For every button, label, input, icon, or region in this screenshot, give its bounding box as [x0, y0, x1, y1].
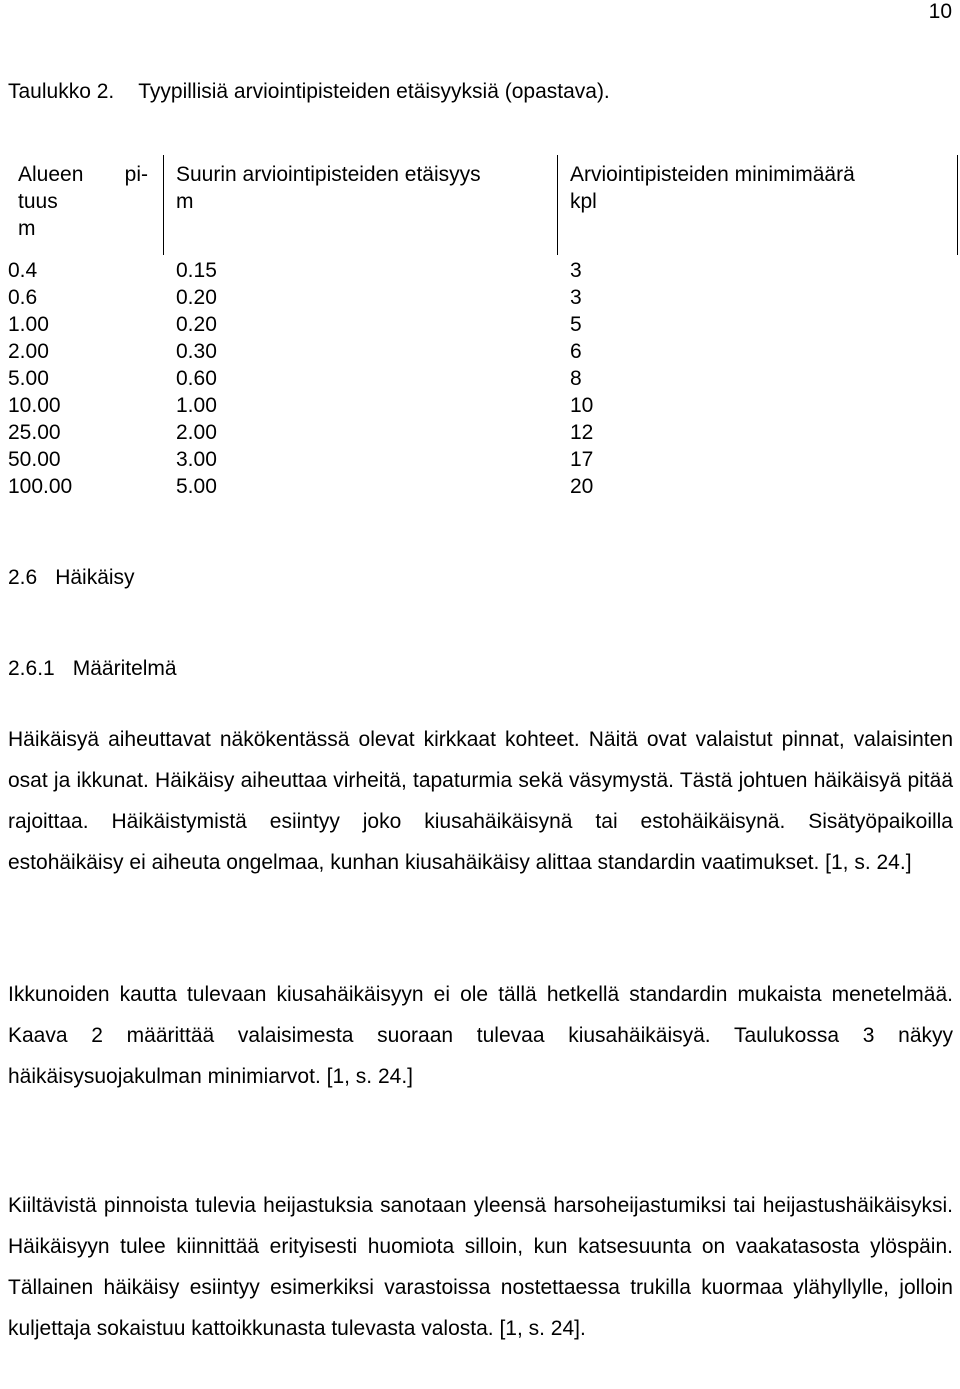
subsection-title: Määritelmä [72, 657, 177, 680]
table-caption [8, 80, 610, 104]
header-min-points: Arviointipisteiden minimimäärä kpl [570, 163, 855, 213]
header-max-distance: Suurin arviointipisteiden etäisyys m [176, 163, 481, 213]
paragraph-definition: Häikäisyä aiheuttavat näkökentässä olevat kirkkaat kohteet. Näitä ovat valaistut pinnat, valaisinten osat ja ikkunat. Häikäisy aiheuttaa virheitä, tapaturmia sekä väsymystä. Tästä johtuen häikäisyä pitää rajoittaa. Häikäistymistä esiintyy joko kiusahäikäisynä tai estohäikäisynä. Sisätyöpaikoilla estohäikäisy ei aiheuta ongelmaa, kunhan kiusahäikäisy alittaa standardin vaatimukset. [1, s. 24.] [8, 728, 953, 874]
subsection-number: 2.6.1 [8, 657, 55, 680]
paragraph-windows: Ikkunoiden kautta tulevaan kiusahäikäisyyn ei ole tällä hetkellä standardin mukaista menetelmää. Kaava 2 määrittää valaisimesta suoraan tulevaa kiusahäikäisyä. Taulukossa 3 näkyy häikäisysuojakulman minimiarvot. [1, s. 24.] [8, 983, 953, 1088]
column-divider [163, 155, 164, 255]
page-number: 10 [928, 0, 952, 23]
caption-title: Tyypillisiä arviointipisteiden etäisyyksiä (opastava). [138, 80, 610, 103]
column-divider [557, 155, 558, 255]
subsection-heading [8, 657, 177, 681]
header-area-length: Alueen pi- tuus m [18, 163, 148, 240]
section-heading [8, 566, 135, 590]
section-title: Häikäisy [55, 566, 135, 589]
paragraph-reflections: Kiiltävistä pinnoista tulevia heijastuksia sanotaan yleensä harsoheijastumiksi tai heijastushäikäisyksi. Häikäisyyn tulee kiinnittää erityisesti huomiota silloin, kun katsesuunta on vaakatasosta ylöspäin. Tällainen häikäisy esiintyy esimerkiksi varastoissa nostettaessa trukilla kuormaa ylähyllylle, jolloin kuljettaja sokaistuu kattoikkunasta tulevasta valosta. [1, s. 24]. [8, 1194, 953, 1340]
caption-label: Taulukko 2. [8, 80, 115, 103]
distance-table: Alueen pi- tuus m Suurin arviointipisteiden etäisyys m Arviointipisteiden minimimäärä kpl 0.4 0.15 3 0.6 0.20 3 1.00 0.20 5 2.00 0.30 6 5.00 0.60 8 10.00 1.00 10 25.00 2.00 12 50.00 3.00 17 100.00 5.00 20 [0, 155, 960, 255]
table-header [0, 155, 960, 255]
section-number: 2.6 [8, 566, 38, 589]
column-divider [957, 155, 958, 255]
